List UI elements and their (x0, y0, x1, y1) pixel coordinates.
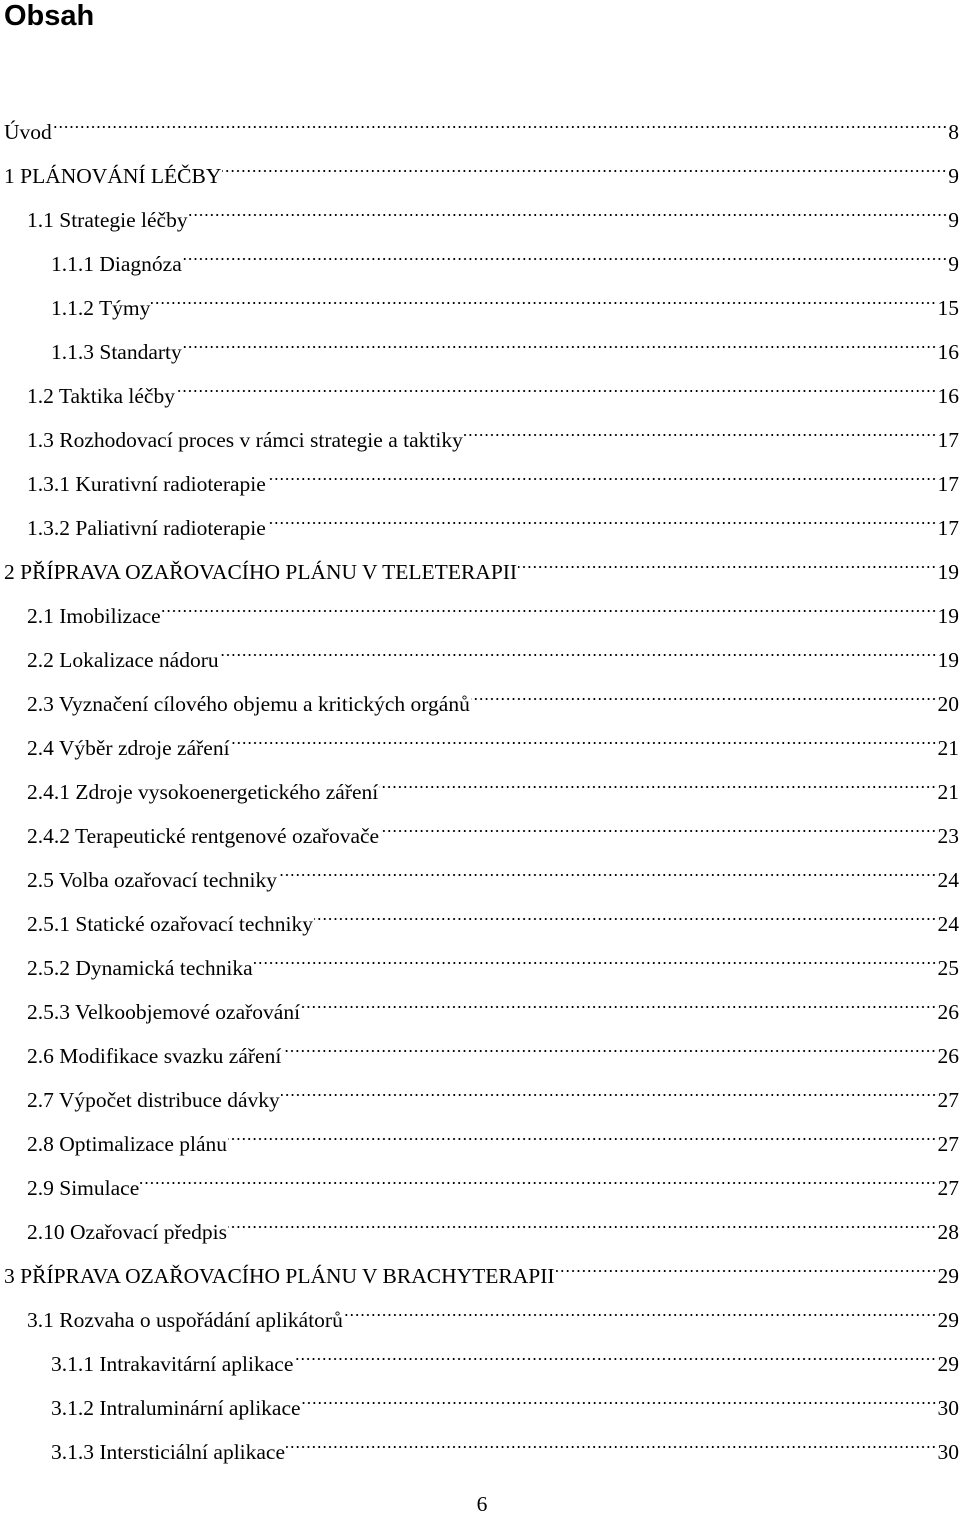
toc-entry-label: 3.1 Rozvaha o uspořádání aplikátorů (27, 1300, 343, 1340)
toc-entry[interactable] (4, 1243, 960, 1283)
toc-dot-leader (228, 1111, 937, 1151)
toc-entry-label: 3.1.3 Intersticiální aplikace (51, 1432, 285, 1472)
toc-entry[interactable] (27, 495, 960, 535)
toc-entry-label: 2.5.2 Dynamická technika (27, 948, 253, 988)
toc-entry[interactable] (27, 671, 960, 711)
toc-entry[interactable] (4, 143, 960, 183)
toc-entry[interactable] (27, 803, 960, 843)
page-title: Obsah (4, 0, 94, 34)
toc-entry[interactable] (27, 847, 960, 887)
toc-entry-label: 2.7 Výpočet distribuce dávky (27, 1080, 280, 1120)
toc-entry-label: 2.6 Modifikace svazku záření (27, 1036, 281, 1076)
toc-dot-leader (471, 671, 937, 711)
toc-dot-leader (176, 363, 937, 403)
toc-entry-page: 19 (938, 552, 960, 592)
toc-entry-page: 9 (948, 200, 960, 240)
toc-dot-leader (254, 935, 937, 975)
toc-entry[interactable] (27, 891, 960, 931)
toc-entry-label: 2.8 Optimalizace plánu (27, 1124, 227, 1164)
toc-dot-leader (220, 627, 937, 667)
toc-entry-page: 30 (938, 1432, 960, 1472)
toc-entry-label: 2.5.1 Statické ozařovací techniky (27, 904, 313, 944)
toc-entry-label: 1.3.1 Kurativní radioterapie (27, 464, 266, 504)
toc-entry[interactable] (4, 99, 960, 139)
toc-entry-page: 23 (938, 816, 960, 856)
toc-entry[interactable] (27, 759, 960, 799)
toc-dot-leader (464, 407, 937, 447)
toc-entry-label: 3.1.1 Intrakavitární aplikace (51, 1344, 293, 1384)
toc-entry[interactable] (27, 715, 960, 755)
toc-entry[interactable] (27, 1067, 960, 1107)
toc-dot-leader (556, 1243, 937, 1283)
toc-dot-leader (231, 715, 937, 755)
toc-entry-page: 24 (938, 860, 960, 900)
toc-entry-page: 17 (938, 420, 960, 460)
toc-dot-leader (380, 803, 936, 843)
toc-entry-label: 3.1.2 Intraluminární aplikace (51, 1388, 301, 1428)
toc-entry-page: 26 (938, 1036, 960, 1076)
toc-entry-label: 3 PŘÍPRAVA OZAŘOVACÍHO PLÁNU V BRACHYTERAPII (4, 1256, 555, 1296)
toc-dot-leader (183, 231, 947, 271)
toc-dot-leader (301, 979, 936, 1019)
toc-entry-page: 27 (938, 1168, 960, 1208)
toc-dot-leader (281, 1067, 937, 1107)
toc-entry-page: 24 (938, 904, 960, 944)
toc-entry[interactable] (27, 583, 960, 623)
toc-entry-page: 19 (938, 596, 960, 636)
toc-entry-label: 1.1.1 Diagnóza (51, 244, 182, 284)
toc-entry-page: 29 (938, 1300, 960, 1340)
page-number: 6 (0, 1490, 960, 1518)
toc-entry-page: 16 (938, 376, 960, 416)
toc-entry[interactable] (27, 363, 960, 403)
toc-entry[interactable] (27, 187, 960, 227)
toc-dot-leader (222, 143, 947, 183)
toc-entry-label: 1.1 Strategie léčby (27, 200, 188, 240)
toc-entry-page: 29 (938, 1256, 960, 1296)
toc-entry-label: 2.1 Imobilizace (27, 596, 161, 636)
toc-entry-label: 1.1.2 Týmy (51, 288, 150, 328)
toc-entry[interactable] (27, 1155, 960, 1195)
toc-dot-leader (267, 495, 937, 535)
toc-entry-label: 2.2 Lokalizace nádoru (27, 640, 219, 680)
toc-dot-leader (344, 1287, 937, 1327)
toc-entry-label: 2.9 Simulace (27, 1168, 139, 1208)
toc-entry[interactable] (27, 451, 960, 491)
toc-dot-leader (162, 583, 937, 623)
toc-entry-label: 2.5.3 Velkoobjemové ozařování (27, 992, 300, 1032)
toc-entry[interactable] (27, 1111, 960, 1151)
toc-entry-page: 8 (948, 112, 960, 152)
toc-dot-leader (282, 1023, 936, 1063)
toc-entry[interactable] (27, 979, 960, 1019)
toc-entry-label: 1.3.2 Paliativní radioterapie (27, 508, 266, 548)
toc-entry-label: 2.5 Volba ozařovací techniky (27, 860, 277, 900)
toc-entry-page: 17 (938, 464, 960, 504)
toc-dot-leader (286, 1419, 936, 1459)
toc-entry-page: 29 (938, 1344, 960, 1384)
toc-entry-label: 2.3 Vyznačení cílového objemu a kritických orgánů (27, 684, 470, 724)
toc-entry[interactable] (27, 1199, 960, 1239)
toc-entry-page: 19 (938, 640, 960, 680)
toc-entry-page: 20 (938, 684, 960, 724)
toc-entry-page: 30 (938, 1388, 960, 1428)
toc-entry-page: 27 (938, 1124, 960, 1164)
toc-dot-leader (267, 451, 937, 491)
toc-dot-leader (140, 1155, 936, 1195)
toc-entry[interactable] (51, 1419, 960, 1459)
toc-entry[interactable] (51, 1331, 960, 1371)
toc-entry-label: 1.1.3 Standarty (51, 332, 182, 372)
toc-entry-page: 16 (938, 332, 960, 372)
toc-entry-label: 2.10 Ozařovací předpis (27, 1212, 227, 1252)
toc-entry-page: 21 (938, 772, 960, 812)
toc-entry[interactable] (27, 1023, 960, 1063)
toc-entry[interactable] (51, 1375, 960, 1415)
toc-entry[interactable] (51, 275, 960, 315)
toc-entry-label: 2.4.2 Terapeutické rentgenové ozařovače (27, 816, 379, 856)
toc-entry[interactable] (51, 231, 960, 271)
toc-dot-leader (189, 187, 948, 227)
toc-entry[interactable] (51, 319, 960, 359)
toc-dot-leader (294, 1331, 936, 1371)
toc-entry-page: 28 (938, 1212, 960, 1252)
toc-dot-leader (302, 1375, 937, 1415)
toc-entry-page: 21 (938, 728, 960, 768)
toc-entry-page: 27 (938, 1080, 960, 1120)
toc-dot-leader (379, 759, 936, 799)
toc-dot-leader (151, 275, 936, 315)
toc-entry-label: 1.2 Taktika léčby (27, 376, 175, 416)
toc-entry-page: 15 (938, 288, 960, 328)
toc-entry-page: 9 (948, 244, 960, 284)
toc-dot-leader (53, 99, 947, 139)
toc-dot-leader (278, 847, 937, 887)
toc-entry-label: 2 PŘÍPRAVA OZAŘOVACÍHO PLÁNU V TELETERAPII (4, 552, 517, 592)
toc-entry[interactable] (27, 407, 960, 447)
toc-entry-page: 17 (938, 508, 960, 548)
toc-entry-page: 9 (948, 156, 960, 196)
toc-entry[interactable] (27, 627, 960, 667)
toc-entry-label: 2.4.1 Zdroje vysokoenergetického záření (27, 772, 378, 812)
toc-entry-page: 25 (938, 948, 960, 988)
toc-dot-leader (518, 539, 936, 579)
toc-dot-leader (183, 319, 937, 359)
toc-entry-label: 2.4 Výběr zdroje záření (27, 728, 230, 768)
toc-entry-page: 26 (938, 992, 960, 1032)
toc-dot-leader (228, 1199, 937, 1239)
toc-entry-label: Úvod (4, 112, 52, 152)
toc-entry[interactable] (4, 539, 960, 579)
toc-entry-label: 1.3 Rozhodovací proces v rámci strategie a taktiky (27, 420, 463, 460)
toc-entry-label: 1 PLÁNOVÁNÍ LÉČBY (4, 156, 221, 196)
toc-entry[interactable] (27, 935, 960, 975)
toc-entry[interactable] (27, 1287, 960, 1327)
toc-dot-leader (314, 891, 937, 931)
